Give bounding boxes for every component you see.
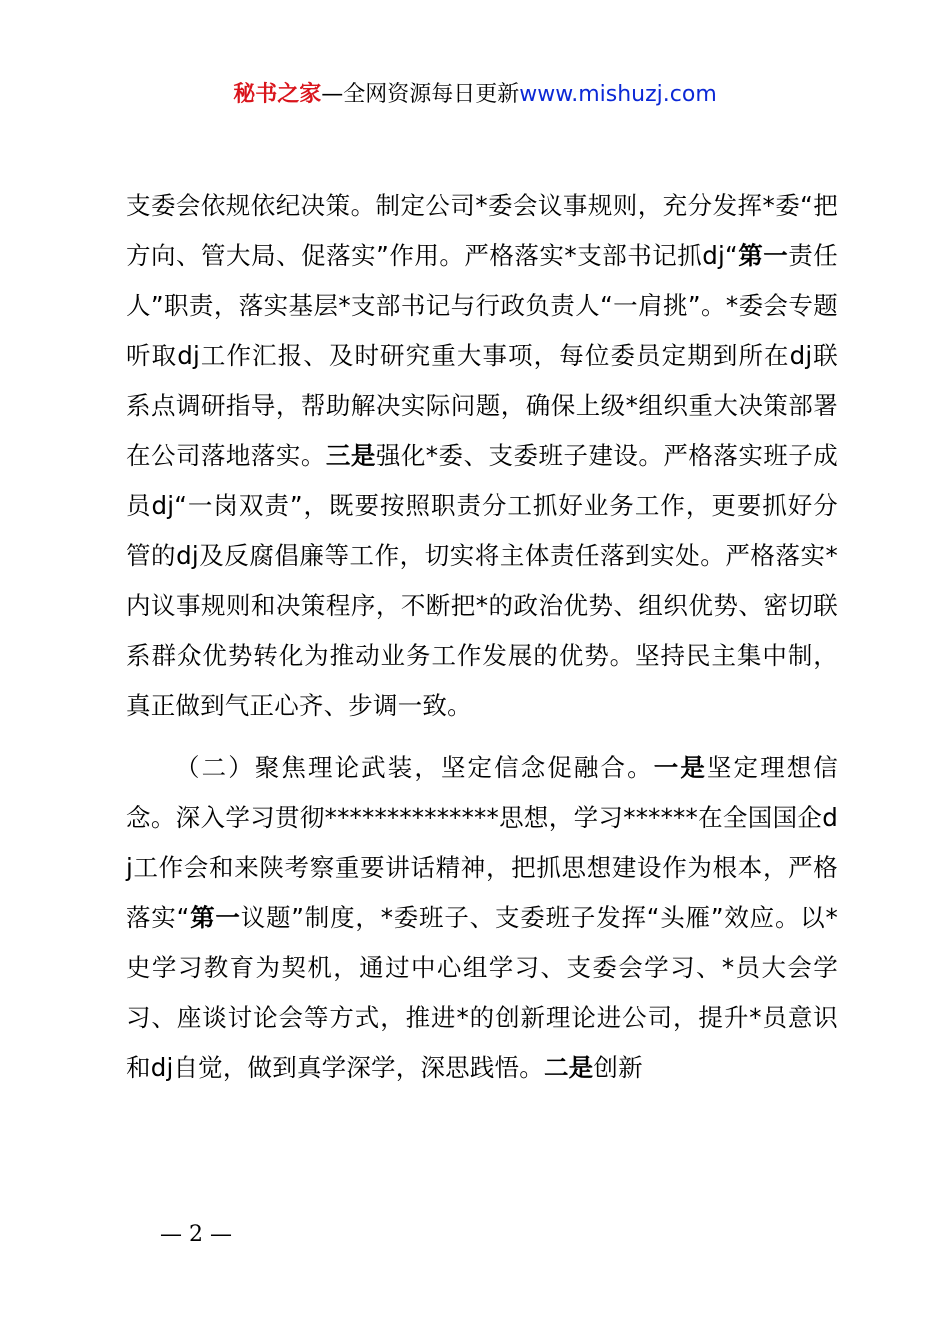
bold-run: 第一 bbox=[737, 241, 789, 270]
text-run: 坚定理想信念。深入学习贯彻**************思想，学习******在全国国企dj工作会和来陕考察重要讲话精神，把抓思想建设作为根本，严格落实“ bbox=[126, 753, 839, 932]
paragraph-1 bbox=[126, 181, 838, 731]
text-run: （二）聚焦理论武装，坚定信念促融合。 bbox=[175, 753, 654, 782]
text-run: 责任人”职责，落实基层*支部书记与行政负责人“一肩挑”。*委会专题听取dj工作汇报、及时研究重大事项，每位委员定期到所在dj联系点调研指导，帮助解决实际问题，确保上级*组织重大决策部署在公司落地落实。 bbox=[126, 241, 838, 470]
paragraph-2 bbox=[126, 743, 838, 1093]
page-header bbox=[0, 80, 950, 110]
page-number: — 2 — bbox=[160, 1222, 232, 1247]
header-tagline: —全网资源每日更新 bbox=[321, 82, 520, 107]
text-run: 支委会依规依纪决策。制定公司*委会议事规则，充分发挥*委“把方向、管大局、促落实”作用。严格落实*支部书记抓dj“ bbox=[126, 191, 838, 270]
site-url: www.mishuzj.com bbox=[519, 82, 717, 107]
brand-name: 秘书之家 bbox=[233, 82, 322, 107]
bold-run: 第一 bbox=[189, 903, 241, 932]
bold-run: 一是 bbox=[653, 753, 707, 782]
text-run: 议题”制度，*委班子、支委班子发挥“头雁”效应。以*史学习教育为契机，通过中心组学习、支委会学习、*员大会学习、座谈讨论会等方式，推进*的创新理论进公司，提升*员意识和dj自觉，做到真学深学，深思践悟。 bbox=[126, 903, 838, 1082]
bold-run: 三是 bbox=[325, 441, 376, 470]
bold-run: 二是 bbox=[543, 1053, 594, 1082]
document-body bbox=[126, 181, 838, 1093]
text-run: 强化*委、支委班子建设。严格落实班子成员dj“一岗双责”，既要按照职责分工抓好业务工作，更要抓好分管的dj及反腐倡廉等工作，切实将主体责任落到实处。严格落实*内议事规则和决策程序，不断把*的政治优势、组织优势、密切联系群众优势转化为推动业务工作发展的优势。坚持民主集中制，真正做到气正心齐、步调一致。 bbox=[126, 441, 838, 720]
text-run: 创新 bbox=[593, 1053, 643, 1082]
